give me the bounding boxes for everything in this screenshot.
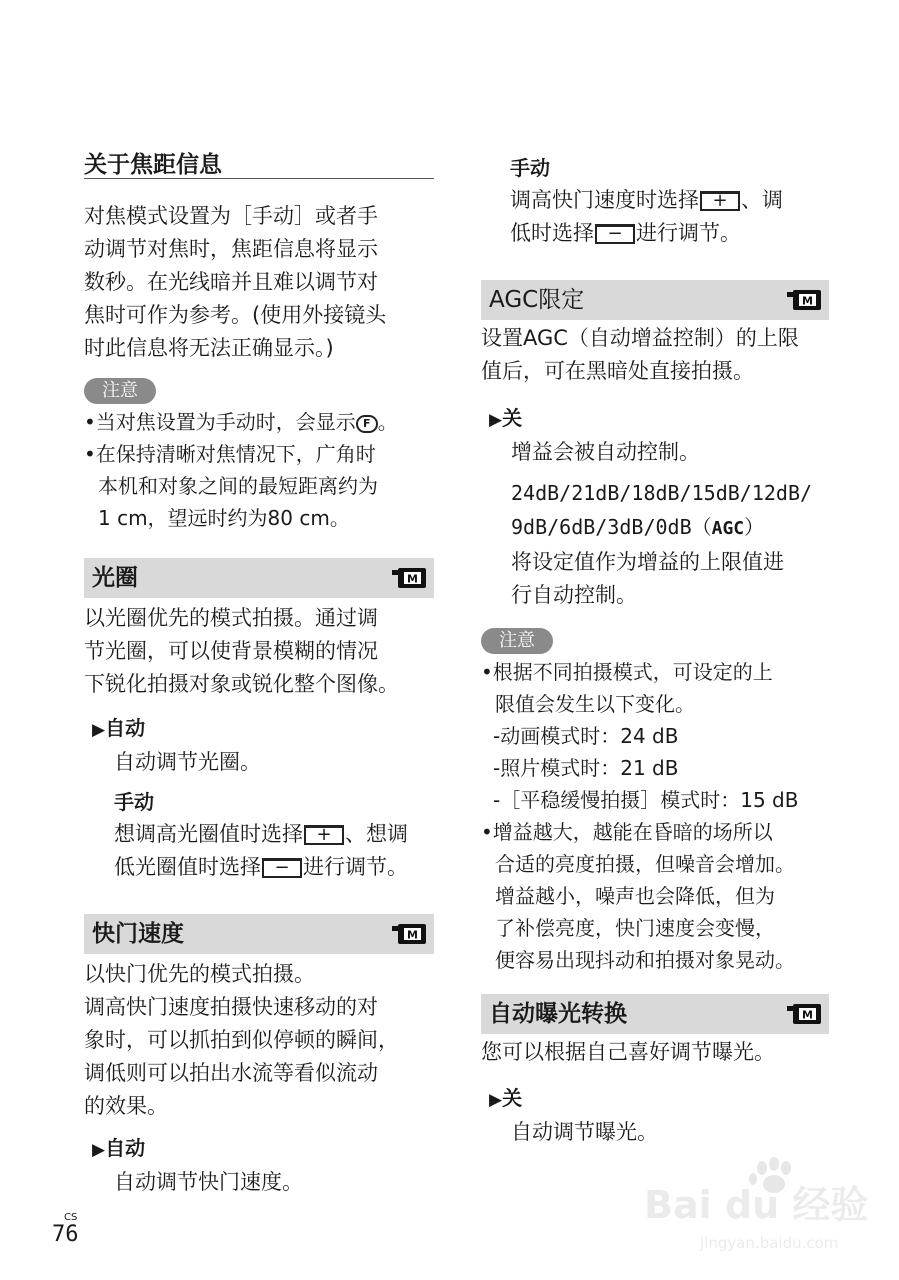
minus-button-icon: −	[262, 858, 302, 878]
plus-button-icon: +	[304, 825, 344, 845]
auto-exposure-off-option	[489, 1082, 658, 1149]
option-desc: 自动调节快门速度。	[114, 1170, 303, 1194]
body-line: 动调节对焦时，焦距信息将显示	[84, 237, 378, 261]
agc-values-option	[511, 476, 812, 612]
iris-section-bar	[84, 558, 434, 598]
auto-exposure-section-bar	[481, 994, 829, 1034]
option-desc: 行自动控制。	[511, 583, 637, 607]
dash-item: -照片模式时：21 dB	[493, 756, 679, 780]
iris-title: 光圈	[92, 565, 138, 591]
option-desc: 低光圈值时选择 − 进行调节。	[114, 855, 408, 879]
default-arrow-icon: ▶	[92, 720, 106, 740]
page-number: 76	[52, 1222, 79, 1247]
option-label: 24dB/21dB/18dB/15dB/12dB/	[511, 481, 813, 505]
option-label: 手动	[114, 790, 154, 814]
shutter-section-bar	[84, 914, 434, 954]
auto-exposure-title: 自动曝光转换	[489, 1001, 627, 1027]
body-line: 象时，可以抓拍到似停顿的瞬间，	[84, 1028, 399, 1052]
minus-button-icon: −	[595, 224, 635, 244]
body-line: 对焦模式设置为［手动］或者手	[84, 204, 378, 228]
option-desc: 增益会被自动控制。	[511, 440, 700, 464]
note-item-cont: 增益越小，噪声也会降低，但为	[495, 884, 775, 908]
manual-mode-icon	[787, 1004, 821, 1024]
body-line: 数秒。在光线暗并且难以调节对	[84, 270, 378, 294]
agc-title: AGC限定	[489, 287, 585, 313]
default-arrow-icon: ▶	[489, 1090, 503, 1110]
agc-limit-icon: AGC	[711, 518, 745, 539]
iris-body	[84, 602, 399, 701]
shutter-manual-option	[510, 152, 783, 250]
plus-button-icon: +	[700, 191, 740, 211]
baidu-watermark	[640, 1150, 880, 1260]
shutter-body	[84, 958, 399, 1123]
svg-text:Bai du 经验: Bai du 经验	[644, 1183, 869, 1227]
heading-rule	[84, 178, 434, 179]
body-line: 节光圈，可以使背景模糊的情况	[84, 639, 378, 663]
language-code: CS	[64, 1212, 78, 1223]
note-item-cont: 本机和对象之间的最短距离约为	[98, 474, 378, 498]
note-badge: 注意	[481, 628, 553, 654]
note-item: •增益越大，越能在昏暗的场所以	[481, 820, 773, 844]
manual-mode-icon	[787, 290, 821, 310]
note-item-cont: 合适的亮度拍摄，但噪音会增加。	[495, 852, 795, 876]
svg-text:jingyan.baidu.com: jingyan.baidu.com	[700, 1234, 839, 1252]
manual-mode-icon	[392, 568, 426, 588]
option-desc: 自动调节光圈。	[114, 750, 261, 774]
svg-text:M: M	[802, 294, 813, 308]
option-label: 手动	[510, 156, 550, 180]
option-desc: 调高快门速度时选择 + 、调	[510, 188, 783, 212]
agc-off-option	[489, 402, 700, 469]
note-item-cont: 便容易出现抖动和拍摄对象晃动。	[495, 948, 795, 972]
body-line: 调高快门速度拍摄快速移动的对	[84, 995, 378, 1019]
note-item-cont: 了补偿亮度，快门速度会变慢，	[495, 916, 775, 940]
note-item-cont: 限值会发生以下变化。	[495, 692, 695, 716]
focus-info-body	[84, 200, 386, 365]
body-line: 值后，可在黑暗处直接拍摄。	[481, 359, 754, 383]
note-item: •在保持清晰对焦情况下，广角时	[84, 442, 376, 466]
note-badge: 注意	[84, 378, 156, 404]
option-desc: 将设定值作为增益的上限值进	[511, 550, 784, 574]
manual-focus-icon: F	[356, 415, 378, 433]
note-item: •根据不同拍摄模式，可设定的上	[481, 660, 773, 684]
body-line: 设置AGC（自动增益控制）的上限	[481, 326, 799, 350]
body-line: 以光圈优先的模式拍摄。通过调	[84, 606, 378, 630]
body-line: 的效果。	[84, 1094, 168, 1118]
auto-exposure-body: 您可以根据自己喜好调节曝光。	[481, 1040, 775, 1064]
iris-manual-option	[114, 786, 408, 884]
note-item: •当对焦设置为手动时，会显示 F 。	[84, 410, 398, 434]
option-desc: 想调高光圈值时选择 + 、想调	[114, 822, 408, 846]
iris-auto-option	[92, 712, 261, 779]
manual-mode-icon	[392, 924, 426, 944]
svg-text:M: M	[802, 1008, 813, 1022]
option-desc: 低时选择 − 进行调节。	[510, 221, 741, 245]
dash-item: -动画模式时：24 dB	[493, 724, 679, 748]
body-line: 下锐化拍摄对象或锐化整个图像。	[84, 672, 399, 696]
shutter-title: 快门速度	[92, 921, 184, 947]
svg-text:M: M	[407, 928, 418, 942]
agc-body	[481, 322, 799, 388]
option-label: 关	[502, 406, 523, 430]
focus-notes	[84, 406, 398, 534]
dash-item: -［平稳缓慢拍摄］模式时：15 dB	[493, 788, 799, 812]
option-label: 自动	[105, 1136, 146, 1160]
note-item-cont: 1 cm，望远时约为80 cm。	[98, 506, 350, 530]
body-line: 调低则可以拍出水流等看似流动	[84, 1061, 378, 1085]
body-line: 以快门优先的模式拍摄。	[84, 962, 315, 986]
agc-section-bar	[481, 280, 829, 320]
agc-notes	[481, 656, 798, 976]
svg-text:M: M	[407, 572, 418, 586]
body-line: 焦时可作为参考。(使用外接镜头	[84, 303, 387, 327]
default-arrow-icon: ▶	[489, 410, 503, 430]
option-desc: 自动调节曝光。	[511, 1120, 658, 1144]
focus-info-heading: 关于焦距信息	[84, 152, 222, 178]
option-label: 9dB/6dB/3dB/0dB（AGC）	[511, 510, 812, 546]
shutter-auto-option	[92, 1132, 303, 1199]
option-label: 关	[502, 1086, 523, 1110]
body-line: 时此信息将无法正确显示。)	[84, 336, 334, 360]
option-label: 自动	[105, 716, 146, 740]
default-arrow-icon: ▶	[92, 1140, 106, 1160]
